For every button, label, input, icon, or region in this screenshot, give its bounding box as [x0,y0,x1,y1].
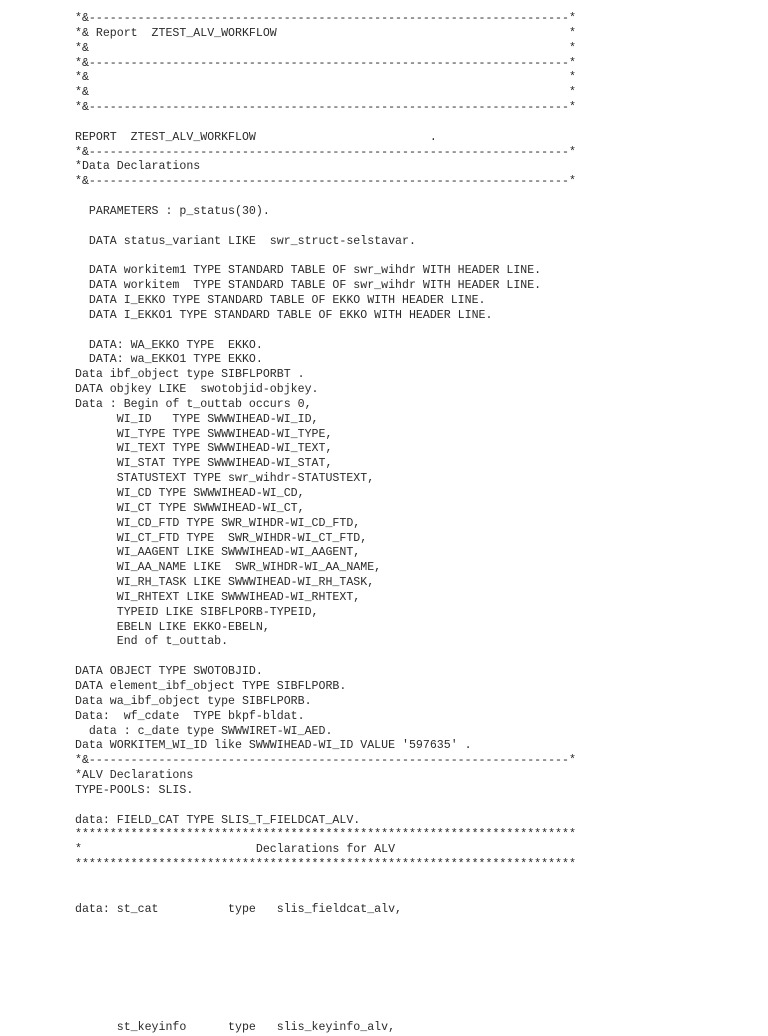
code-listing [75,12,635,1036]
code-line [75,250,635,265]
code-line: * Declarations for ALV [75,843,396,857]
code-line: *& * [75,41,576,55]
code-line [75,324,635,339]
code-line: DATA I_EKKO1 TYPE STANDARD TABLE OF EKKO WITH HEADER LINE. [75,308,493,322]
code-line: WI_AA_NAME LIKE SWR_WIHDR-WI_AA_NAME, [75,561,382,575]
code-line [75,1007,635,1022]
code-line: WI_CD_FTD TYPE SWR_WIHDR-WI_CD_FTD, [75,516,361,530]
code-line: *&---------------------------------------------------------------------* [75,175,576,189]
code-line [75,220,635,235]
code-line: WI_STAT TYPE SWWWIHEAD-WI_STAT, [75,457,333,471]
code-line: Data: wf_cdate TYPE bkpf-bldat. [75,709,305,723]
code-line: DATA objkey LIKE swotobjid-objkey. [75,383,319,397]
code-line: WI_CT TYPE SWWWIHEAD-WI_CT, [75,501,305,515]
code-line: DATA OBJECT TYPE SWOTOBJID. [75,665,263,679]
code-line: REPORT ZTEST_ALV_WORKFLOW . [75,130,437,144]
code-line: Data ibf_object type SIBFLPORBT . [75,368,305,382]
code-line: Data : Begin of t_outtab occurs 0, [75,397,312,411]
code-line: End of t_outtab. [75,635,229,649]
code-line: WI_RH_TASK LIKE SWWWIHEAD-WI_RH_TASK, [75,576,375,590]
code-line [75,962,635,977]
code-line [75,888,635,903]
code-line [75,873,635,888]
code-line [75,650,635,665]
code-line: *&---------------------------------------------------------------------* [75,145,576,159]
code-line: WI_AAGENT LIKE SWWWIHEAD-WI_AAGENT, [75,546,361,560]
code-line: DATA status_variant LIKE swr_struct-selstavar. [75,234,416,248]
code-line: *ALV Declarations [75,769,194,783]
code-line: WI_TEXT TYPE SWWWIHEAD-WI_TEXT, [75,442,333,456]
code-line: DATA workitem1 TYPE STANDARD TABLE OF swr_wihdr WITH HEADER LINE. [75,264,542,278]
code-line: data: FIELD_CAT TYPE SLIS_T_FIELDCAT_ALV. [75,813,361,827]
code-line: *& * [75,86,576,100]
code-line: ************************************************************************ [75,828,576,842]
code-line: TYPE-POOLS: SLIS. [75,783,194,797]
code-line [75,932,635,947]
code-line [75,190,635,205]
code-line: *& * [75,71,576,85]
code-line [75,947,635,962]
code-line: WI_TYPE TYPE SWWWIHEAD-WI_TYPE, [75,427,333,441]
code-line: *&---------------------------------------------------------------------* [75,101,576,115]
code-line: *& Report ZTEST_ALV_WORKFLOW * [75,26,576,40]
code-line: WI_CD TYPE SWWWIHEAD-WI_CD, [75,487,305,500]
code-line: Data wa_ibf_object type SIBFLPORB. [75,694,312,708]
code-line: DATA workitem TYPE STANDARD TABLE OF swr_wihdr WITH HEADER LINE. [75,279,542,293]
code-line: DATA: wa_EKKO1 TYPE EKKO. [75,353,263,367]
code-line: *&---------------------------------------------------------------------* [75,56,576,70]
code-line: TYPEID LIKE SIBFLPORB-TYPEID, [75,605,319,619]
code-line: data : c_date type SWWWIRET-WI_AED. [75,724,333,738]
code-line [75,992,635,1007]
code-line: DATA element_ibf_object TYPE SIBFLPORB. [75,679,347,693]
code-line: DATA I_EKKO TYPE STANDARD TABLE OF EKKO WITH HEADER LINE. [75,294,486,308]
code-line: *Data Declarations [75,160,201,174]
code-line: WI_ID TYPE SWWWIHEAD-WI_ID, [75,412,319,426]
code-line: DATA: WA_EKKO TYPE EKKO. [75,338,263,352]
code-line: data: st_cat type slis_fieldcat_alv, [75,902,402,916]
code-line [75,977,635,992]
code-line [75,917,635,932]
code-line: STATUSTEXT TYPE swr_wihdr-STATUSTEXT, [75,472,375,486]
code-line: *&---------------------------------------------------------------------* [75,12,576,25]
code-line: EBELN LIKE EKKO-EBELN, [75,620,270,634]
code-line [75,799,635,814]
code-line: ************************************************************************ [75,858,576,872]
code-line: WI_RHTEXT LIKE SWWWIHEAD-WI_RHTEXT, [75,590,361,604]
code-line: st_keyinfo type slis_keyinfo_alv, [75,1021,396,1035]
code-line [75,116,635,131]
code-line: Data WORKITEM_WI_ID like SWWWIHEAD-WI_ID VALUE '597635' . [75,739,472,753]
code-line: WI_CT_FTD TYPE SWR_WIHDR-WI_CT_FTD, [75,531,368,545]
code-line: *&---------------------------------------------------------------------* [75,754,576,768]
code-line: PARAMETERS : p_status(30). [75,204,270,218]
